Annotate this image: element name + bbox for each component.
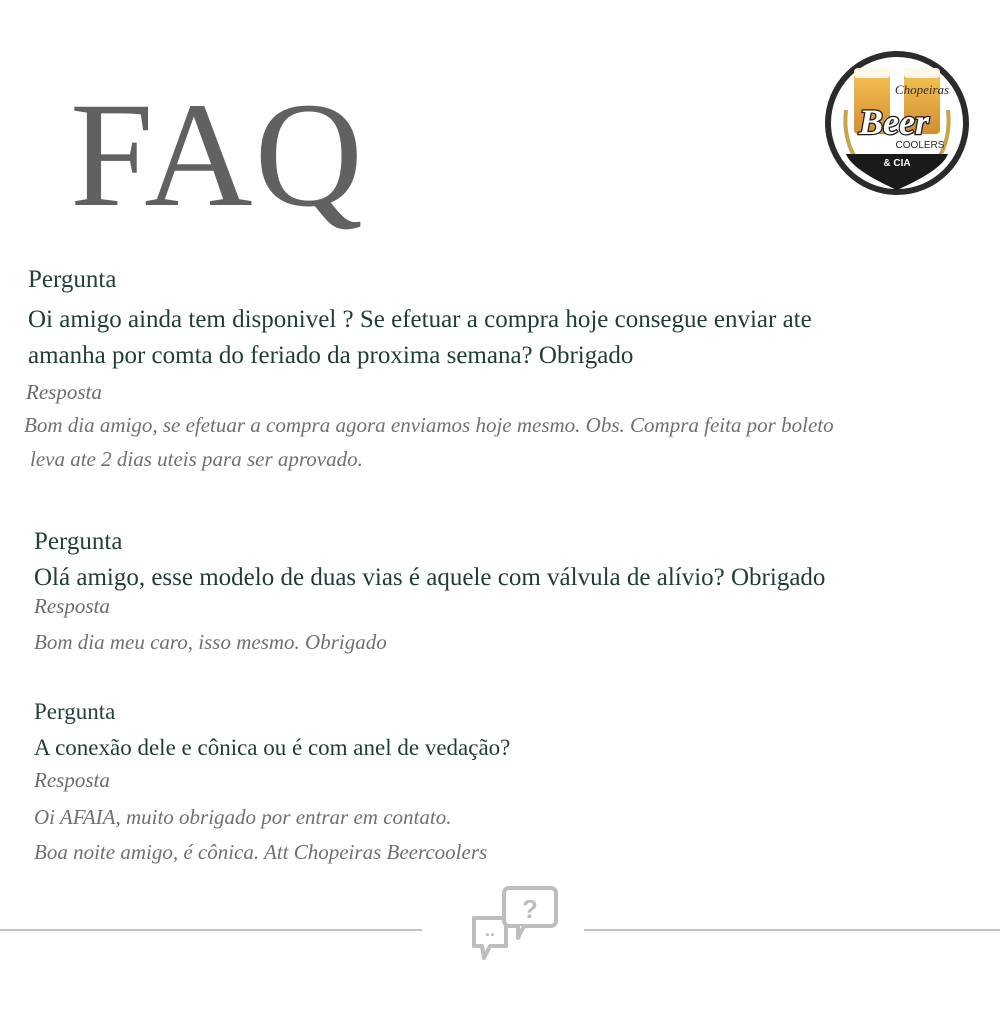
answer-text: Bom dia meu caro, isso mesmo. Obrigado <box>34 630 387 654</box>
answer-label: Resposta <box>34 768 110 792</box>
question-text: Oi amigo ainda tem disponivel ? Se efetuar a compra hoje consegue enviar ate <box>28 306 812 333</box>
brand-logo <box>824 50 970 196</box>
question-text: Olá amigo, esse modelo de duas vias é aquele com válvula de alívio? Obrigado <box>34 564 826 591</box>
question-label: Pergunta <box>28 266 117 293</box>
answer-text: leva ate 2 dias uteis para ser aprovado. <box>30 447 363 471</box>
answer-label: Resposta <box>34 594 110 618</box>
answer-label: Resposta <box>26 380 102 404</box>
divider-right <box>584 929 1000 931</box>
page-title: FAQ <box>70 72 365 238</box>
logo-line2: Beer <box>859 102 929 142</box>
logo-line3: COOLERS <box>895 140 945 151</box>
question-text: A conexão dele e cônica ou é com anel de vedação? <box>34 735 511 760</box>
question-text: amanha por comta do feriado da proxima semana? Obrigado <box>28 342 634 369</box>
question-chat-icon <box>468 882 564 972</box>
question-label: Pergunta <box>34 699 116 724</box>
question-mark-glyph: ? <box>522 894 538 924</box>
divider-left <box>0 929 422 931</box>
chat-dots-glyph: .. <box>484 920 496 940</box>
logo-line1: Chopeiras <box>894 82 950 97</box>
answer-text: Boa noite amigo, é cônica. Att Chopeiras Beercoolers <box>34 840 488 864</box>
logo-line4: & CIA <box>883 158 911 169</box>
answer-text: Oi AFAIA, muito obrigado por entrar em contato. <box>34 805 452 829</box>
question-label: Pergunta <box>34 528 123 555</box>
answer-text: Bom dia amigo, se efetuar a compra agora enviamos hoje mesmo. Obs. Compra feita por boleto <box>24 413 834 437</box>
